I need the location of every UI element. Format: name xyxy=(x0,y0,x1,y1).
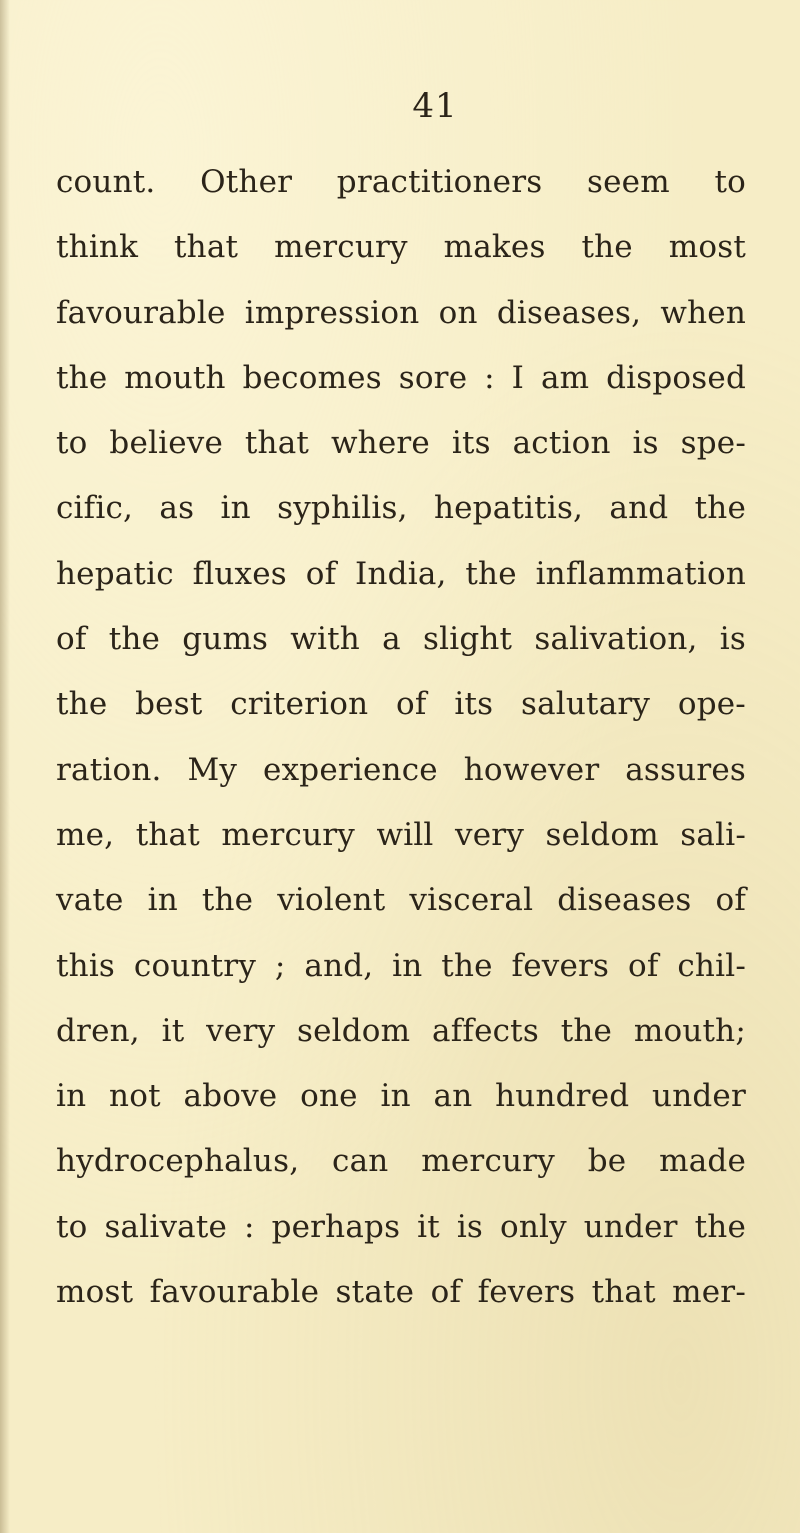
text-line: cific, as in syphilis, hepatitis, and the xyxy=(56,490,746,527)
text-line: hydrocephalus, can mercury be made xyxy=(56,1143,746,1180)
text-line: favourable impression on diseases, when xyxy=(56,294,746,331)
text-line: dren, it very seldom affects the mouth; xyxy=(56,1012,746,1049)
text-line: this country ; and, in the fevers of chil- xyxy=(56,947,746,984)
text-line: most favourable state of fevers that mer- xyxy=(56,1274,746,1311)
page-number: 41 xyxy=(412,86,458,126)
text-line: vate in the violent visceral diseases of xyxy=(56,882,746,919)
text-line: in not above one in an hundred under xyxy=(56,1078,746,1115)
text-line: the best criterion of its salutary ope- xyxy=(56,686,746,723)
text-line: ration. My experience however assures xyxy=(56,751,746,788)
text-line: me, that mercury will very seldom sali- xyxy=(56,816,746,853)
page-edge-shadow xyxy=(0,0,10,1533)
text-line: think that mercury makes the most xyxy=(56,229,746,266)
text-line: count. Other practitioners seem to xyxy=(56,164,746,200)
text-line: to salivate : perhaps it is only under the xyxy=(56,1208,746,1245)
text-line: hepatic fluxes of India, the inflammation xyxy=(56,555,746,592)
body-text xyxy=(56,150,746,1325)
text-line: to believe that where its action is spe- xyxy=(56,425,746,462)
text-line: of the gums with a slight salivation, is xyxy=(56,621,746,658)
text-line: the mouth becomes sore : I am disposed xyxy=(56,359,746,396)
